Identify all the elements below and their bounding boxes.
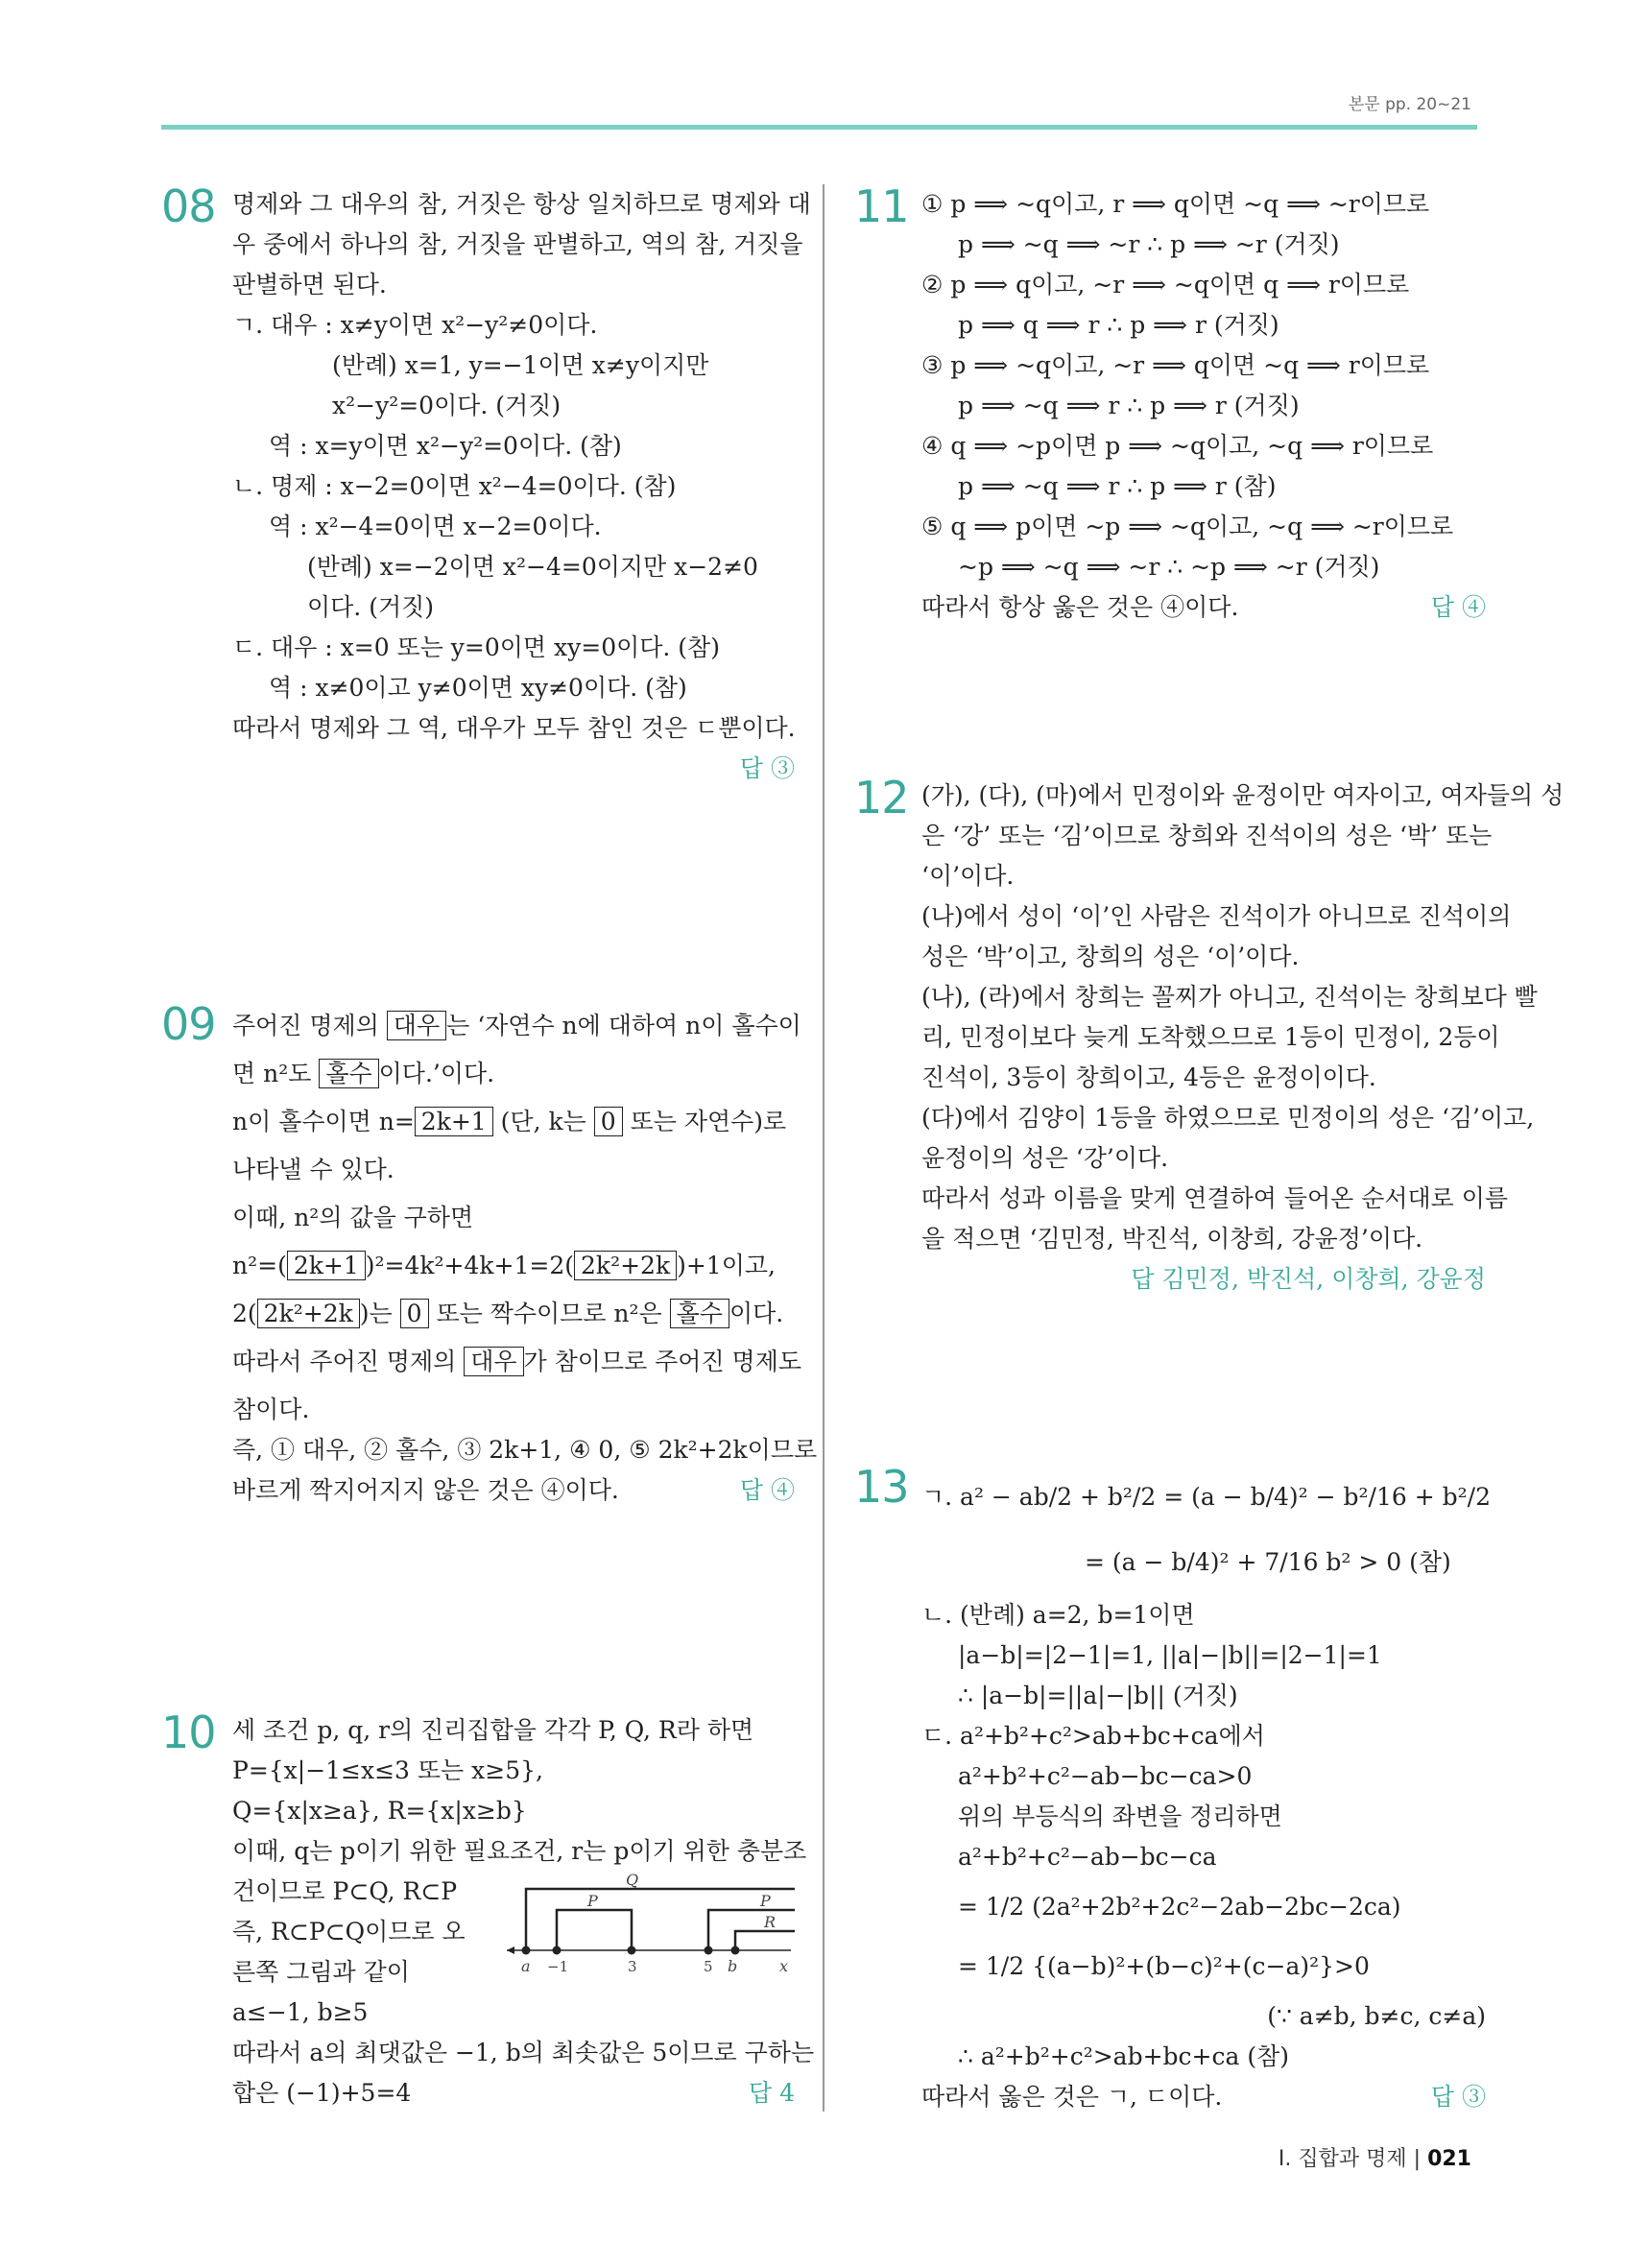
text-line: (반례) x=1, y=−1이면 x≠y이지만 bbox=[332, 351, 709, 379]
header-rule bbox=[161, 125, 1477, 130]
text-line: 나타낼 수 있다. bbox=[232, 1156, 394, 1183]
problem-number: 09 bbox=[161, 998, 216, 1050]
number-line-figure bbox=[507, 1872, 795, 1977]
answer bbox=[232, 749, 795, 789]
text-line: 이때, q는 p이기 위한 필요조건, r는 p이기 위한 충분조 bbox=[232, 1837, 807, 1865]
text-span: 따라서 옳은 것은 ㄱ, ㄷ이다. bbox=[921, 2083, 1223, 2111]
text-line: 윤정이의 성은 ‘강’이다. bbox=[921, 1144, 1169, 1172]
text-line: 역 : x²−4=0이면 x−2=0이다. bbox=[269, 513, 602, 540]
text-line: ⑤ q ⟹ p이면 ~p ⟹ ~q이고, ~q ⟹ ~r이므로 bbox=[921, 513, 1454, 540]
page-reference: 본문 pp. 20~21 bbox=[1348, 95, 1471, 114]
text-line: p ⟹ ~q ⟹ r ∴ p ⟹ r (거짓) bbox=[958, 392, 1300, 419]
page-footer bbox=[1278, 2142, 1471, 2172]
text-span: 따라서 항상 옳은 것은 ④이다. bbox=[921, 593, 1239, 621]
text-span: )+1이고, bbox=[677, 1252, 776, 1279]
text-line: ㄷ. a²+b²+c²>ab+bc+ca에서 bbox=[921, 1722, 1265, 1750]
text-line: p ⟹ ~q ⟹ r ∴ p ⟹ r (참) bbox=[958, 472, 1277, 500]
text-span: )는 bbox=[359, 1300, 400, 1327]
text-line: 따라서 명제와 그 역, 대우가 모두 참인 것은 ㄷ뿐이다. bbox=[232, 714, 796, 742]
page-number: 021 bbox=[1427, 2147, 1471, 2171]
text-line: a²+b²+c²−ab−bc−ca bbox=[958, 1843, 1217, 1871]
section-title: Ⅰ. 집합과 명제 bbox=[1278, 2147, 1407, 2171]
problem-number: 08 bbox=[161, 180, 216, 232]
text-line bbox=[921, 587, 1486, 628]
text-line: (나), (라)에서 창희는 꼴찌가 아니고, 진석이는 창희보다 빨 bbox=[921, 983, 1538, 1011]
text-line: 즉, R⊂P⊂Q이므로 오 bbox=[232, 1918, 466, 1946]
answer-box-4: 0 bbox=[400, 1299, 429, 1328]
text-span: )²=4k²+4k+1=2( bbox=[365, 1252, 575, 1279]
axis-x-label: x bbox=[779, 1957, 789, 1975]
text-line bbox=[232, 1050, 817, 1098]
answer-box-3: 2k+1 bbox=[287, 1251, 366, 1280]
text-line: ④ q ⟹ ~p이면 p ⟹ ~q이고, ~q ⟹ r이므로 bbox=[921, 432, 1434, 460]
text-line: ㄱ. a² − ab/2 + b²/2 = (a − b/4)² − b²/16 + b²/2 bbox=[921, 1483, 1491, 1511]
text-line: 성은 ‘박’이고, 창희의 성은 ‘이’이다. bbox=[921, 943, 1300, 970]
solution-text bbox=[232, 184, 866, 789]
text-line: (가), (다), (마)에서 민정이와 윤정이만 여자이고, 여자들의 성 bbox=[921, 781, 1565, 809]
solution-text bbox=[232, 1002, 817, 1507]
tick-minus1: −1 bbox=[547, 1958, 569, 1975]
answer-box-1: 대우 bbox=[387, 1011, 446, 1040]
answer bbox=[921, 1259, 1486, 1300]
text-line: = (a − b/4)² + 7/16 b² > 0 (참) bbox=[1085, 1548, 1451, 1576]
text-line: 이다. (거짓) bbox=[307, 593, 435, 621]
text-line: (반례) x=−2이면 x²−4=0이지만 x−2≠0 bbox=[307, 553, 758, 581]
text-line: a²+b²+c²−ab−bc−ca>0 bbox=[958, 1762, 1253, 1790]
text-line bbox=[232, 1467, 795, 1507]
text-line: ㄱ. 대우 : x≠y이면 x²−y²≠0이다. bbox=[232, 311, 598, 339]
text-span: n이 홀수이면 n= bbox=[232, 1108, 415, 1135]
text-line: (나)에서 성이 ‘이’인 사람은 진석이가 아니므로 진석이의 bbox=[921, 902, 1512, 930]
text-line: 따라서 a의 최댓값은 −1, b의 최솟값은 5이므로 구하는 bbox=[232, 2039, 815, 2066]
text-line: 건이므로 P⊂Q, R⊂P bbox=[232, 1877, 458, 1905]
text-line: 명제와 그 대우의 참, 거짓은 항상 일치하므로 명제와 대 bbox=[232, 190, 811, 218]
problem-number: 13 bbox=[854, 1461, 909, 1513]
text-line: p ⟹ q ⟹ r ∴ p ⟹ r (거짓) bbox=[958, 311, 1279, 339]
text-line: ‘이’이다. bbox=[921, 862, 1015, 890]
text-line: ③ p ⟹ ~q이고, ~r ⟹ q이면 ~q ⟹ r이므로 bbox=[921, 351, 1430, 379]
tick-a: a bbox=[521, 1957, 531, 1975]
text-span: 가 참이므로 주어진 명제도 bbox=[523, 1348, 802, 1375]
text-line: 참이다. bbox=[232, 1396, 310, 1423]
text-line: ㄴ. 명제 : x−2=0이면 x²−4=0이다. (참) bbox=[232, 472, 677, 500]
text-line: ~p ⟹ ~q ⟹ ~r ∴ ~p ⟹ ~r (거짓) bbox=[958, 553, 1380, 581]
text-span: 이다. bbox=[729, 1300, 784, 1327]
answer-box-4: 0 bbox=[594, 1107, 623, 1136]
label-P: P bbox=[587, 1892, 598, 1910]
answer-text: 답 ④ bbox=[1430, 593, 1486, 621]
footer-divider: | bbox=[1413, 2147, 1422, 2171]
text-line: ㄴ. (반례) a=2, b=1이면 bbox=[921, 1601, 1195, 1629]
text-line: 진석이, 3등이 창희이고, 4등은 윤정이이다. bbox=[921, 1063, 1376, 1091]
text-span: 주어진 명제의 bbox=[232, 1012, 387, 1039]
text-line: Q={x|x≥a}, R={x|x≥b} bbox=[232, 1797, 527, 1825]
answer-text: 답 ③ bbox=[1430, 2083, 1486, 2111]
answer-text: 답 ④ bbox=[739, 1476, 795, 1504]
text-line bbox=[232, 1242, 817, 1290]
text-span: 또는 짝수이므로 n²은 bbox=[428, 1300, 670, 1327]
text-line: (다)에서 김양이 1등을 하였으므로 민정이의 성은 ‘김’이고, bbox=[921, 1104, 1535, 1132]
text-line: ∴ |a−b|=||a|−|b|| (거짓) bbox=[958, 1682, 1238, 1709]
text-line bbox=[232, 1098, 817, 1146]
answer-box-3: 2k+1 bbox=[415, 1107, 493, 1136]
answer-box-5: 2k²+2k bbox=[257, 1299, 360, 1328]
text-line: 우 중에서 하나의 참, 거짓을 판별하고, 역의 참, 거짓을 bbox=[232, 230, 803, 258]
text-line: 세 조건 p, q, r의 진리집합을 각각 P, Q, R라 하면 bbox=[232, 1716, 754, 1744]
label-Q: Q bbox=[626, 1872, 639, 1889]
answer-text: 답 ③ bbox=[739, 754, 795, 782]
text-line: (∵ a≠b, b≠c, c≠a) bbox=[1267, 2002, 1486, 2030]
answer-box-2: 홀수 bbox=[319, 1059, 378, 1088]
text-line: ∴ a²+b²+c²>ab+bc+ca (참) bbox=[958, 2042, 1289, 2070]
tick-3: 3 bbox=[628, 1958, 637, 1975]
text-line bbox=[232, 1338, 817, 1386]
text-line: a≤−1, b≥5 bbox=[232, 1998, 369, 2026]
text-span: 바르게 짝지어지지 않은 것은 ④이다. bbox=[232, 1476, 619, 1504]
text-line: ① p ⟹ ~q이고, r ⟹ q이면 ~q ⟹ ~r이므로 bbox=[921, 190, 1430, 218]
problem-number: 11 bbox=[854, 180, 909, 232]
text-line: 은 ‘강’ 또는 ‘김’이므로 창희와 진석이의 성은 ‘박’ 또는 bbox=[921, 822, 1493, 849]
problem-number: 12 bbox=[854, 772, 909, 824]
text-line bbox=[921, 2077, 1486, 2117]
text-span: 면 n²도 bbox=[232, 1060, 320, 1087]
text-line: 즉, ① 대우, ② 홀수, ③ 2k+1, ④ 0, ⑤ 2k²+2k이므로 bbox=[232, 1436, 818, 1464]
tick-5: 5 bbox=[704, 1958, 713, 1975]
text-line: 이때, n²의 값을 구하면 bbox=[232, 1204, 474, 1231]
text-span: 는 ‘자연수 n에 대하여 n이 홀수이 bbox=[446, 1012, 801, 1039]
text-line: = 1/2 {(a−b)²+(b−c)²+(c−a)²}>0 bbox=[958, 1952, 1370, 1980]
text-line: ㄷ. 대우 : x=0 또는 y=0이면 xy=0이다. (참) bbox=[232, 633, 720, 661]
text-line: 위의 부등식의 좌변을 정리하면 bbox=[958, 1802, 1282, 1830]
text-line: 판별하면 된다. bbox=[232, 271, 387, 298]
text-line: p ⟹ ~q ⟹ ~r ∴ p ⟹ ~r (거짓) bbox=[958, 230, 1340, 258]
text-line bbox=[232, 2073, 795, 2113]
text-span: 2( bbox=[232, 1300, 257, 1327]
solution-text bbox=[921, 184, 1486, 628]
text-line: 역 : x≠0이고 y≠0이면 xy≠0이다. (참) bbox=[269, 674, 687, 702]
solution-text bbox=[921, 1465, 1491, 2117]
text-span: 이다.’이다. bbox=[378, 1060, 495, 1087]
text-line: = 1/2 (2a²+2b²+2c²−2ab−2bc−2ca) bbox=[958, 1893, 1401, 1921]
answer-box-2: 홀수 bbox=[670, 1299, 729, 1328]
text-span: (단, k는 bbox=[492, 1108, 594, 1135]
text-span: 합은 (−1)+5=4 bbox=[232, 2079, 412, 2107]
text-line: |a−b|=|2−1|=1, ||a|−|b||=|2−1|=1 bbox=[958, 1641, 1382, 1669]
answer-box-1: 대우 bbox=[464, 1347, 523, 1376]
solution-text bbox=[921, 776, 1564, 1300]
tick-b: b bbox=[728, 1957, 738, 1975]
text-line: x²−y²=0이다. (거짓) bbox=[332, 392, 562, 419]
answer-text: 답 4 bbox=[748, 2079, 795, 2107]
label-P: P bbox=[760, 1892, 771, 1910]
text-line: 리, 민정이보다 늦게 도착했으므로 1등이 민정이, 2등이 bbox=[921, 1023, 1500, 1051]
text-span: 또는 자연수)로 bbox=[622, 1108, 787, 1135]
answer-box-5: 2k²+2k bbox=[574, 1251, 677, 1280]
answer-text: 답 김민정, 박진석, 이창희, 강윤정 bbox=[1131, 1265, 1486, 1293]
text-line: 른쪽 그림과 같이 bbox=[232, 1958, 410, 1986]
text-line bbox=[232, 1290, 817, 1338]
label-R: R bbox=[764, 1913, 777, 1931]
text-line: 역 : x=y이면 x²−y²=0이다. (참) bbox=[269, 432, 622, 460]
text-line: ② p ⟹ q이고, ~r ⟹ ~q이면 q ⟹ r이므로 bbox=[921, 271, 1410, 298]
text-line: P={x|−1≤x≤3 또는 x≥5}, bbox=[232, 1756, 543, 1784]
problem-number: 10 bbox=[161, 1707, 216, 1758]
text-span: 따라서 주어진 명제의 bbox=[232, 1348, 465, 1375]
text-line: 따라서 성과 이름을 맞게 연결하여 들어온 순서대로 이름 bbox=[921, 1184, 1509, 1212]
text-line: 을 적으면 ‘김민정, 박진석, 이창희, 강윤정’이다. bbox=[921, 1225, 1423, 1253]
text-span: n²=( bbox=[232, 1252, 287, 1279]
text-line bbox=[232, 1002, 817, 1050]
